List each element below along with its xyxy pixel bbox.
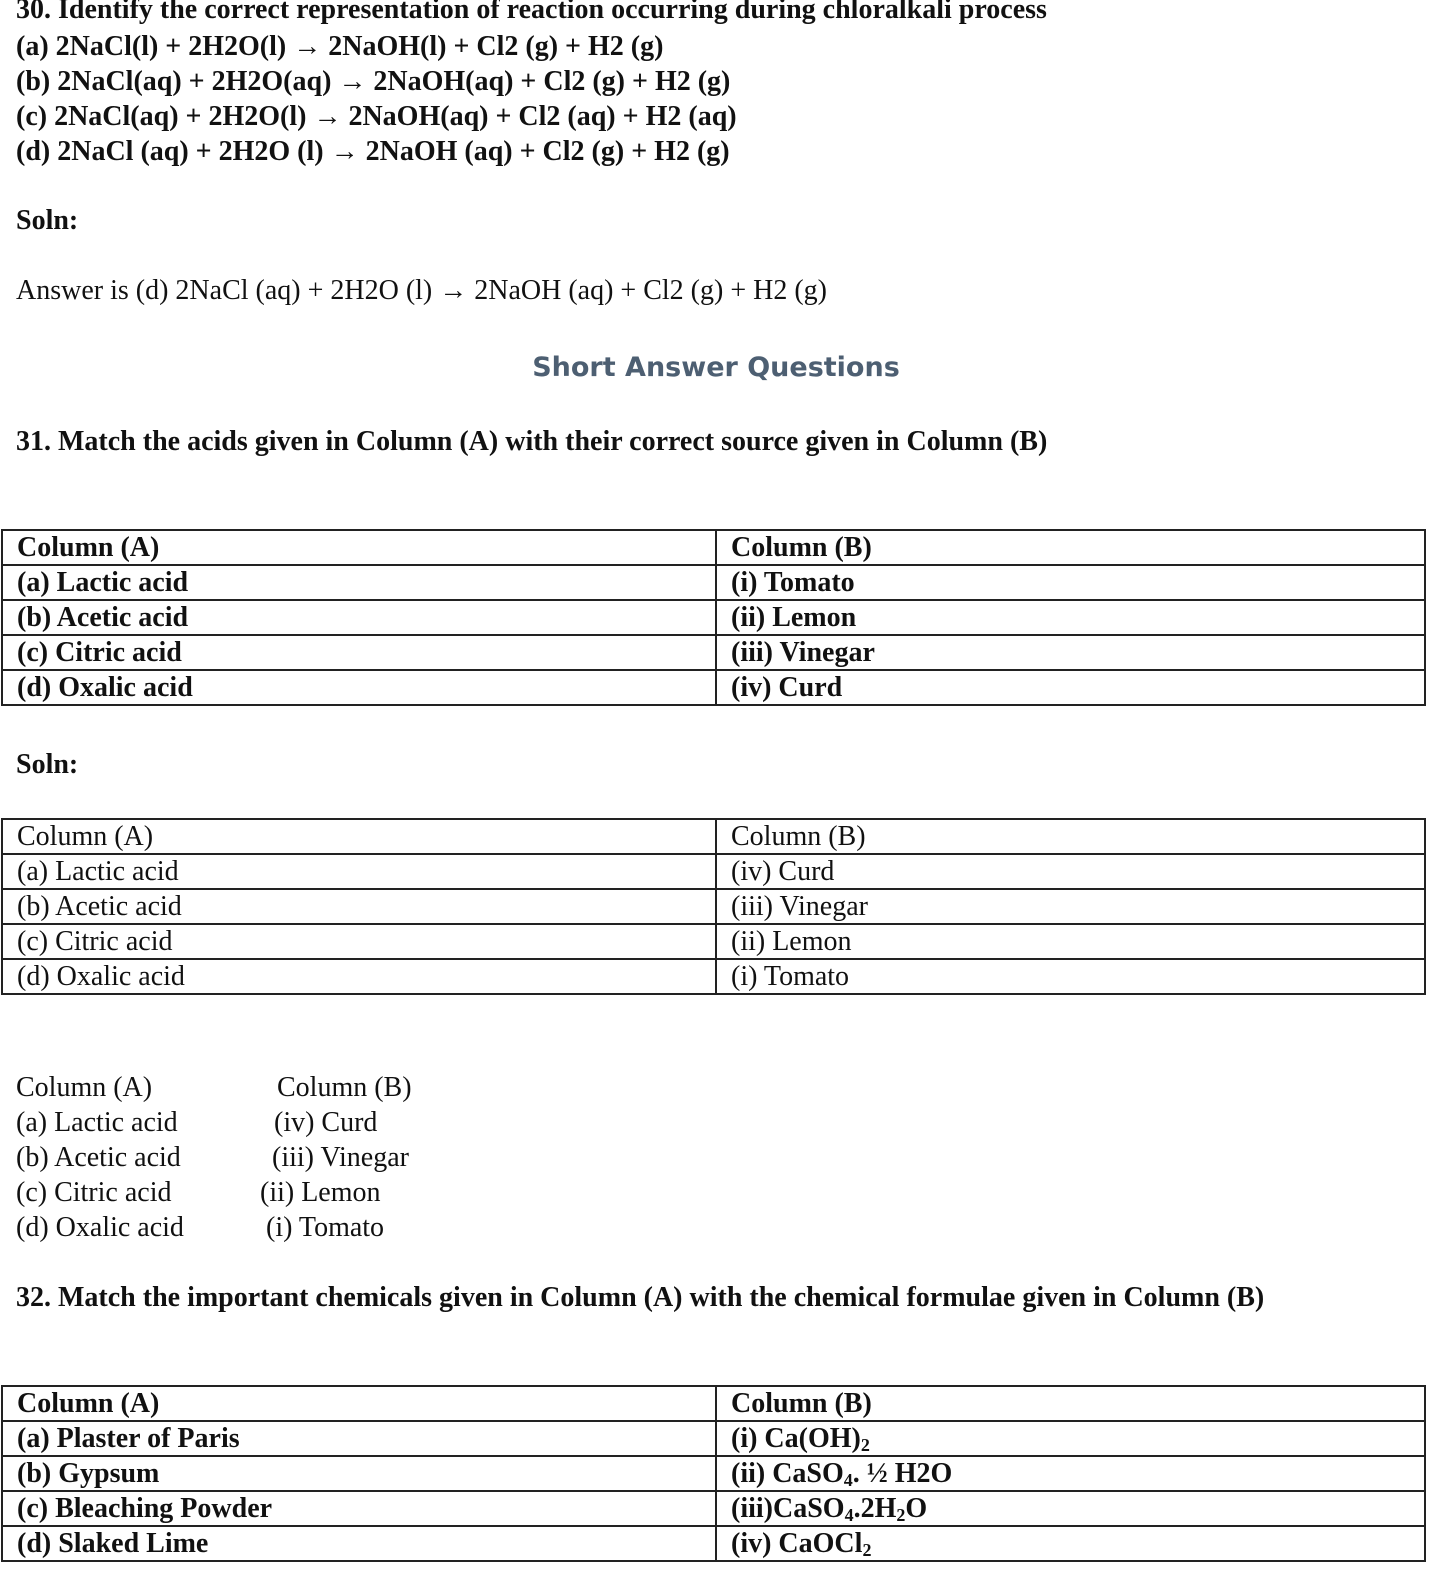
table-row <box>2 1386 1425 1421</box>
formula-tail: . ½ H2O <box>852 1457 953 1489</box>
table-row <box>2 1456 1425 1491</box>
table-cell: (iii) Vinegar <box>716 635 1425 670</box>
table-cell: (a) Lactic acid <box>2 854 716 889</box>
table-cell: (a) Plaster of Paris <box>2 1421 716 1456</box>
table-row <box>2 530 1425 565</box>
table-cell: (d) Oxalic acid <box>2 670 716 705</box>
table-cell <box>716 1491 1425 1526</box>
formula-tail: .2H <box>853 1492 897 1524</box>
list-item: (iv) Curd <box>274 1107 378 1138</box>
table-cell <box>716 1456 1425 1491</box>
table-row <box>2 670 1425 705</box>
table-row <box>2 889 1425 924</box>
list-item: (iii) Vinegar <box>272 1142 409 1173</box>
q31-col-b-header: Column (B) <box>716 530 1425 565</box>
table-cell: (i) Tomato <box>716 959 1425 994</box>
table-cell: (c) Bleaching Powder <box>2 1491 716 1526</box>
formula-subscript: 2 <box>862 1539 872 1560</box>
formula-subscript: 4 <box>843 1469 853 1490</box>
formula-tail: O <box>905 1492 928 1524</box>
q30-soln-label: Soln: <box>16 205 79 236</box>
table-row <box>2 565 1425 600</box>
formula-text: (iv) CaOCl <box>731 1527 863 1559</box>
table-row <box>2 1491 1425 1526</box>
table-row <box>2 854 1425 889</box>
list-item: (b) Acetic acid <box>16 1142 181 1173</box>
q31-soln-table <box>1 818 1426 995</box>
q30-answer: Answer is (d) 2NaCl (aq) + 2H2O (l) → 2NaOH (aq) + Cl2 (g) + H2 (g) <box>16 275 827 306</box>
q31-soln-label: Soln: <box>16 749 79 780</box>
list-col-b-header: Column (B) <box>277 1072 412 1103</box>
q32-table <box>1 1385 1426 1562</box>
q30-title: 30. Identify the correct representation of reaction occurring during chloralkali process <box>16 0 1047 25</box>
table-row <box>2 819 1425 854</box>
q30-option-b: (b) 2NaCl(aq) + 2H2O(aq) → 2NaOH(aq) + Cl2 (g) + H2 (g) <box>16 66 731 97</box>
table-row <box>2 635 1425 670</box>
formula-subscript: 2 <box>896 1504 906 1525</box>
section-heading: Short Answer Questions <box>532 352 900 383</box>
table-cell: (iv) Curd <box>716 670 1425 705</box>
table-cell: (iii) Vinegar <box>716 889 1425 924</box>
table-cell: (b) Acetic acid <box>2 889 716 924</box>
q31-table <box>1 529 1426 706</box>
table-row <box>2 959 1425 994</box>
q31-col-a-header: Column (A) <box>2 530 716 565</box>
table-cell: (iv) Curd <box>716 854 1425 889</box>
table-cell <box>716 1526 1425 1561</box>
q30-option-a: (a) 2NaCl(l) + 2H2O(l) → 2NaOH(l) + Cl2 (g) + H2 (g) <box>16 31 664 62</box>
table-cell: (d) Oxalic acid <box>2 959 716 994</box>
table-row <box>2 924 1425 959</box>
table-row <box>2 1526 1425 1561</box>
formula-subscript: 2 <box>860 1434 870 1455</box>
formula-text: (ii) CaSO <box>731 1457 844 1489</box>
q31-soln-col-b-header: Column (B) <box>716 819 1425 854</box>
list-col-a-header: Column (A) <box>16 1072 153 1103</box>
table-cell: (b) Acetic acid <box>2 600 716 635</box>
table-cell: (a) Lactic acid <box>2 565 716 600</box>
list-item: (ii) Lemon <box>260 1177 381 1208</box>
q31-soln-col-a-header: Column (A) <box>2 819 716 854</box>
list-item: (i) Tomato <box>266 1212 385 1243</box>
formula-text: (iii)CaSO <box>731 1492 845 1524</box>
table-cell <box>716 1421 1425 1456</box>
table-cell: (ii) Lemon <box>716 600 1425 635</box>
table-cell: (c) Citric acid <box>2 635 716 670</box>
table-cell: (ii) Lemon <box>716 924 1425 959</box>
table-cell: (i) Tomato <box>716 565 1425 600</box>
list-item: (a) Lactic acid <box>16 1107 178 1138</box>
q32-title: 32. Match the important chemicals given in Column (A) with the chemical formulae given in Column (B) <box>16 1282 1265 1313</box>
q30-option-c: (c) 2NaCl(aq) + 2H2O(l) → 2NaOH(aq) + Cl2 (aq) + H2 (aq) <box>16 101 737 132</box>
list-item: (d) Oxalic acid <box>16 1212 184 1243</box>
table-row <box>2 600 1425 635</box>
formula-subscript: 4 <box>844 1504 854 1525</box>
list-item: (c) Citric acid <box>16 1177 172 1208</box>
table-cell: (b) Gypsum <box>2 1456 716 1491</box>
table-cell: (d) Slaked Lime <box>2 1526 716 1561</box>
table-row <box>2 1421 1425 1456</box>
q30-option-d: (d) 2NaCl (aq) + 2H2O (l) → 2NaOH (aq) + Cl2 (g) + H2 (g) <box>16 136 730 167</box>
table-cell: (c) Citric acid <box>2 924 716 959</box>
formula-text: (i) Ca(OH) <box>731 1422 861 1454</box>
q32-col-b-header: Column (B) <box>716 1386 1425 1421</box>
q31-title: 31. Match the acids given in Column (A) with their correct source given in Column (B) <box>16 426 1048 457</box>
q32-col-a-header: Column (A) <box>2 1386 716 1421</box>
